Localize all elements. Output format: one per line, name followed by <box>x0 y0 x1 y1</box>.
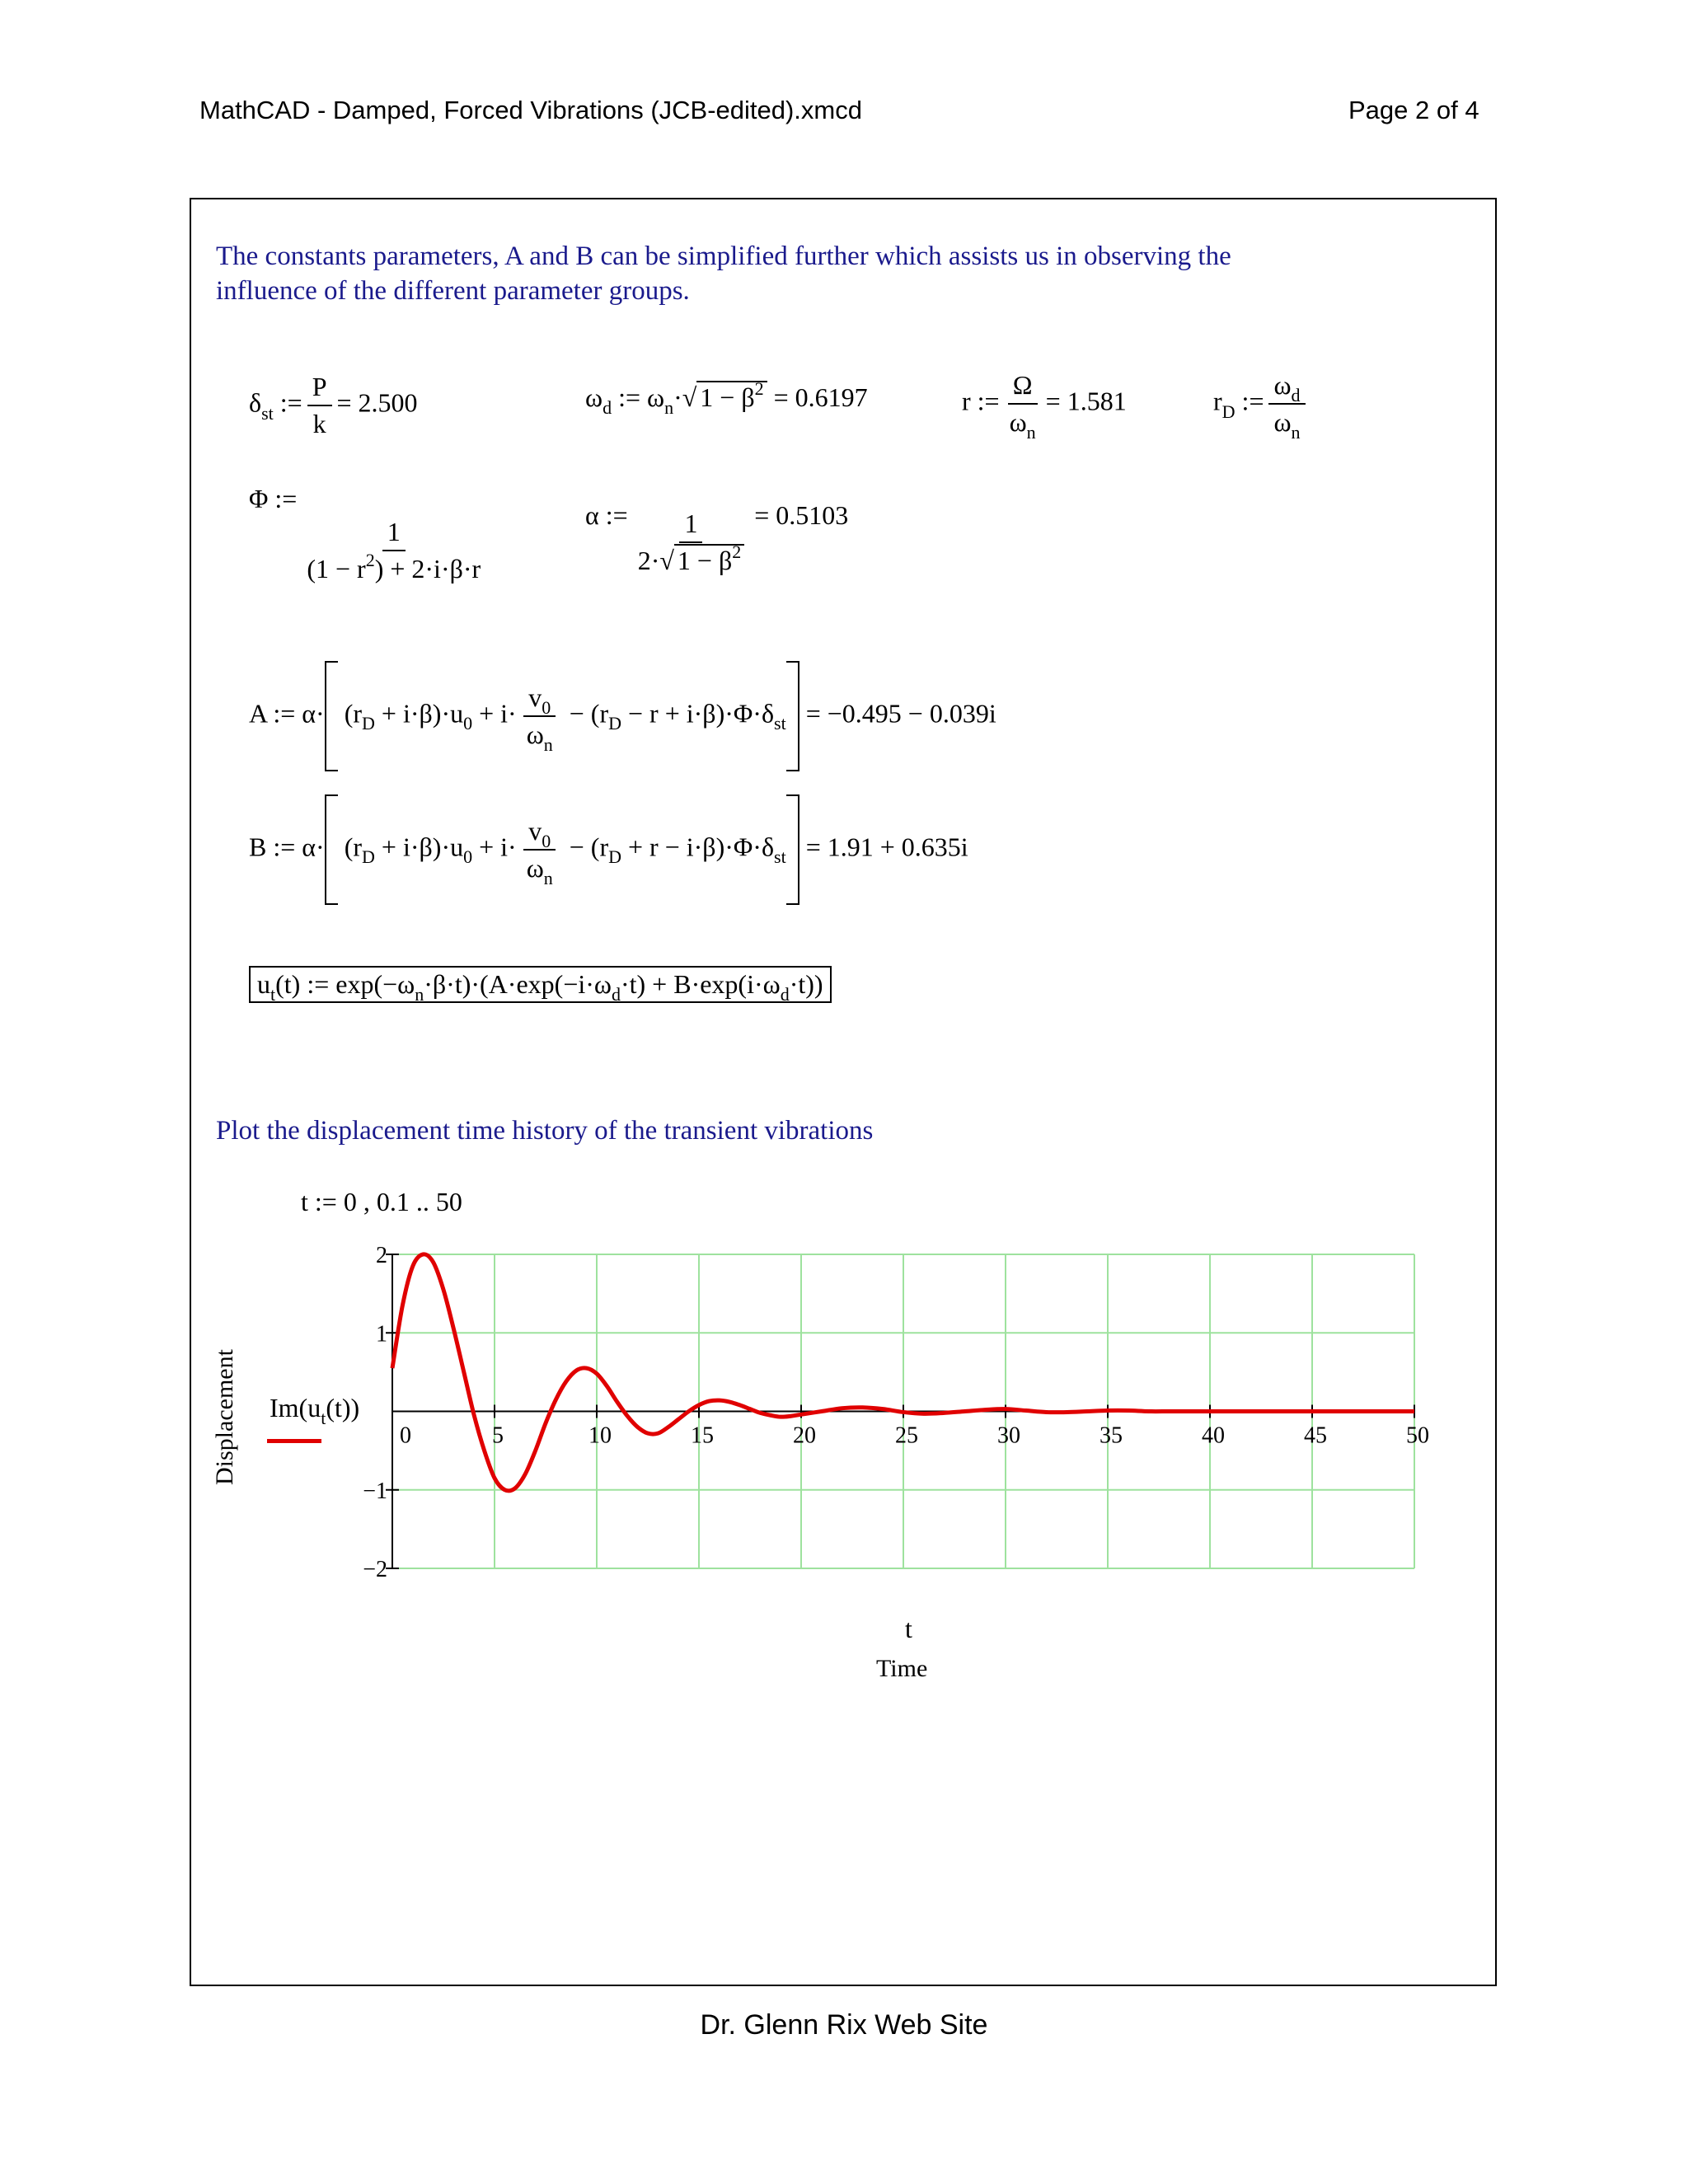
x-axis-label: Time <box>876 1655 928 1682</box>
alpha-definition[interactable]: α := $\frac{1}{2\cdot√ 1 - \beta^2}$ = 0.5103 <box>585 500 849 576</box>
x-tick-label: 30 <box>997 1422 1020 1449</box>
r-result: = 1.581 <box>1045 386 1127 416</box>
x-tick-label: 40 <box>1202 1422 1225 1449</box>
y-tick-label: 1 <box>376 1321 387 1347</box>
x-tick-label: 35 <box>1100 1422 1123 1449</box>
intro-line-2: influence of the different parameter groups. <box>216 276 690 306</box>
range-definition[interactable]: t := 0 , 0.1 .. 50 <box>301 1187 462 1216</box>
A-result: = −0.495 − 0.039i <box>805 698 996 729</box>
footer-site-name: Dr. Glenn Rix Web Site <box>700 2009 988 2041</box>
worksheet-region <box>190 198 1497 1986</box>
x-tick-label: 50 <box>1406 1422 1429 1449</box>
legend-swatch <box>267 1439 321 1443</box>
B-result: = 1.91 + 0.635i <box>805 832 968 862</box>
plot-caption: Plot the displacement time history of the transient vibrations <box>216 1116 874 1146</box>
page-number: Page 2 of 4 <box>1348 96 1479 124</box>
r-definition[interactable]: r := $\frac{\Omega}{\omega_n}$ = 1.581 <box>962 370 1127 443</box>
rd-definition[interactable]: $r_D$ := $\frac{\omega_d}{\omega_n}$ <box>1213 371 1311 437</box>
y-tick-label: 2 <box>376 1243 387 1268</box>
B-definition[interactable]: B := $\alpha\cdot (r_D + i\cdot\beta)\cdot u_0 + i\cdot$ $\frac{v_0}{\omega_n}$ − $(r_D + r - i\cdot\beta)\cdot\Phi\cdot\delta_{st} = 1.91 + 0.635i$ <box>249 794 968 905</box>
y-tick-label: −2 <box>363 1557 387 1582</box>
ut-definition[interactable]: $u_t(t)$ := $\exp(-\omega_n\cdot\beta\cdot t)\cdot(A\cdot\exp(-i\cdot\omega_d\cdot t) + B\cdot\exp(i\cdot\omega_d\cdot t))$ <box>249 966 832 1003</box>
document-title: MathCAD - Damped, Forced Vibrations (JCB-edited).xmcd <box>199 96 862 124</box>
x-tick-label: 15 <box>691 1422 714 1449</box>
alpha-result: = 0.5103 <box>754 500 849 530</box>
A-definition[interactable]: A := $\alpha\cdot (r_D + i\cdot\beta)\cdot u_0 + i\cdot$ $\frac{v_0}{\omega_n}$ − $(r_D - r + i\cdot\beta)\cdot\Phi\cdot\delta_{st} = -0.495 - 0.039i$ <box>249 661 996 771</box>
omega-d-definition[interactable]: $\omega_d$ := $\omega_n\cdot√$ $1 - \beta^2 = 0.6197$ <box>585 378 868 418</box>
x-axis-variable: t <box>905 1614 912 1643</box>
x-tick-label: 20 <box>793 1422 816 1449</box>
phi-definition[interactable]: Φ := $\frac{1}{(1 - r^2) + 2\cdot i\cdot\beta\cdot r}$ <box>249 484 481 584</box>
legend-label: $Im(u_t(t))$ <box>270 1393 360 1428</box>
y-axis-label: Displacement <box>211 1349 238 1485</box>
delta-st-result: = 2.500 <box>336 387 418 418</box>
intro-line-1: The constants parameters, A and B can be simplified further which assists us in observing the <box>216 241 1231 271</box>
delta-st-definition[interactable]: $\delta_{st}$ := $\frac{P}{k}$ = 2.500 <box>249 372 418 439</box>
x-tick-label: 25 <box>895 1422 918 1449</box>
y-tick-label: −1 <box>363 1478 387 1504</box>
x-tick-label: 0 <box>400 1422 411 1449</box>
x-tick-label: 45 <box>1304 1422 1327 1449</box>
displacement-plot[interactable] <box>191 199 1495 1985</box>
x-tick-label: 5 <box>492 1422 504 1449</box>
omega-d-result: = 0.6197 <box>773 382 868 412</box>
x-tick-label: 10 <box>588 1422 612 1449</box>
